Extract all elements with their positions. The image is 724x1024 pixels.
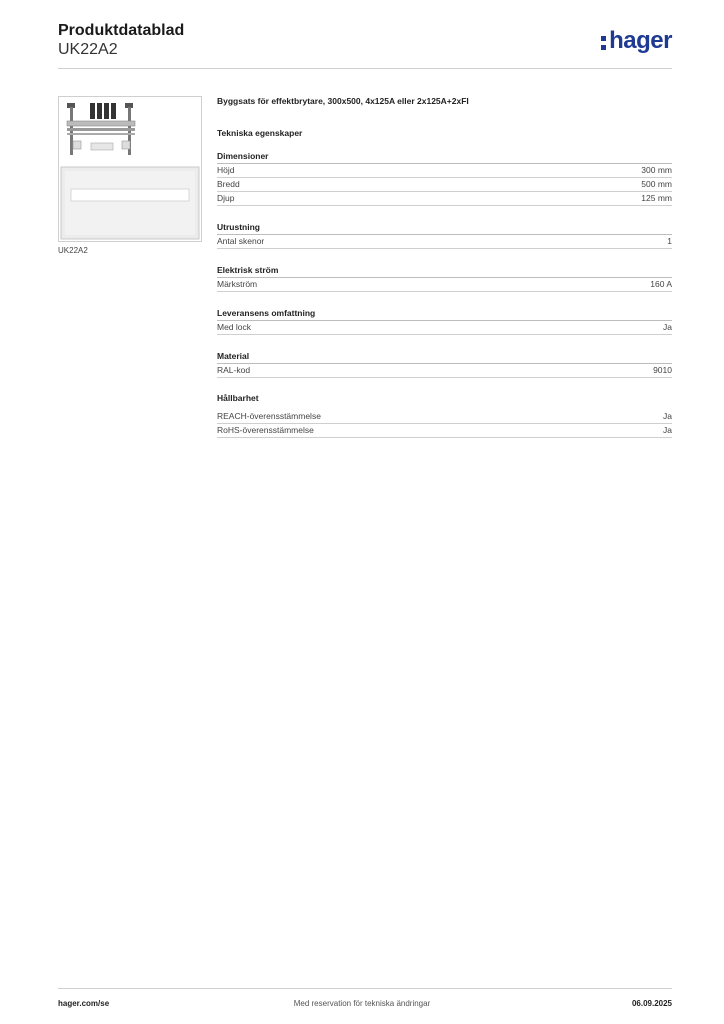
footer-divider	[58, 988, 672, 989]
spec-row	[217, 164, 672, 178]
section-electrical	[217, 263, 672, 292]
spec-label: Antal skenor	[217, 236, 265, 246]
spec-label: Djup	[217, 193, 235, 203]
product-description: Byggsats för effektbrytare, 300x500, 4x125A eller 2x125A+2xFI	[217, 96, 469, 106]
footer-date: 06.09.2025	[631, 999, 672, 1008]
spec-row	[217, 364, 672, 378]
spec-value: Ja	[663, 411, 672, 421]
section-title: Material	[217, 349, 672, 364]
product-image	[58, 96, 202, 242]
spec-row	[217, 278, 672, 292]
logo-text: hager	[609, 27, 672, 54]
spec-row	[217, 178, 672, 192]
spec-value: 1	[667, 236, 672, 246]
section-equipment	[217, 220, 672, 249]
section-dimensions	[217, 149, 672, 206]
content	[217, 96, 672, 452]
spec-row	[217, 410, 672, 424]
logo-colon-icon	[600, 32, 607, 50]
footer-disclaimer: Med reservation för tekniska ändringar	[293, 999, 431, 1008]
spec-value: 300 mm	[641, 165, 672, 175]
spec-label: Märkström	[217, 279, 258, 289]
spec-row	[217, 424, 672, 438]
page-title: Produktdatablad	[58, 22, 185, 39]
spec-row	[217, 192, 672, 206]
section-title: Hållbarhet	[217, 393, 259, 403]
spec-value: 160 A	[650, 279, 672, 289]
product-code: UK22A2	[58, 41, 118, 58]
spec-value: 125 mm	[641, 193, 672, 203]
spec-label: RAL-kod	[217, 365, 251, 375]
tech-title: Tekniska egenskaper	[217, 128, 303, 138]
spec-label: Bredd	[217, 179, 240, 189]
spec-label: RoHS-överensstämmelse	[217, 425, 314, 435]
spec-label: REACH-överensstämmelse	[217, 411, 321, 421]
header-divider	[58, 68, 672, 69]
spec-value: 9010	[653, 365, 672, 375]
spec-value: Ja	[663, 425, 672, 435]
footer-website-link[interactable]: hager.com/se	[58, 999, 110, 1008]
section-title: Dimensioner	[217, 149, 672, 164]
section-title: Elektrisk ström	[217, 263, 672, 278]
section-material	[217, 349, 672, 378]
spec-value: 500 mm	[641, 179, 672, 189]
hager-logo	[600, 27, 672, 55]
spec-value: Ja	[663, 322, 672, 332]
section-delivery	[217, 306, 672, 335]
section-title: Leveransens omfattning	[217, 306, 672, 321]
spec-row	[217, 321, 672, 335]
spec-label: Höjd	[217, 165, 235, 175]
image-caption: UK22A2	[58, 246, 88, 255]
section-title: Utrustning	[217, 220, 672, 235]
spec-label: Med lock	[217, 322, 252, 332]
section-sustainability	[217, 392, 672, 438]
spec-row	[217, 235, 672, 249]
